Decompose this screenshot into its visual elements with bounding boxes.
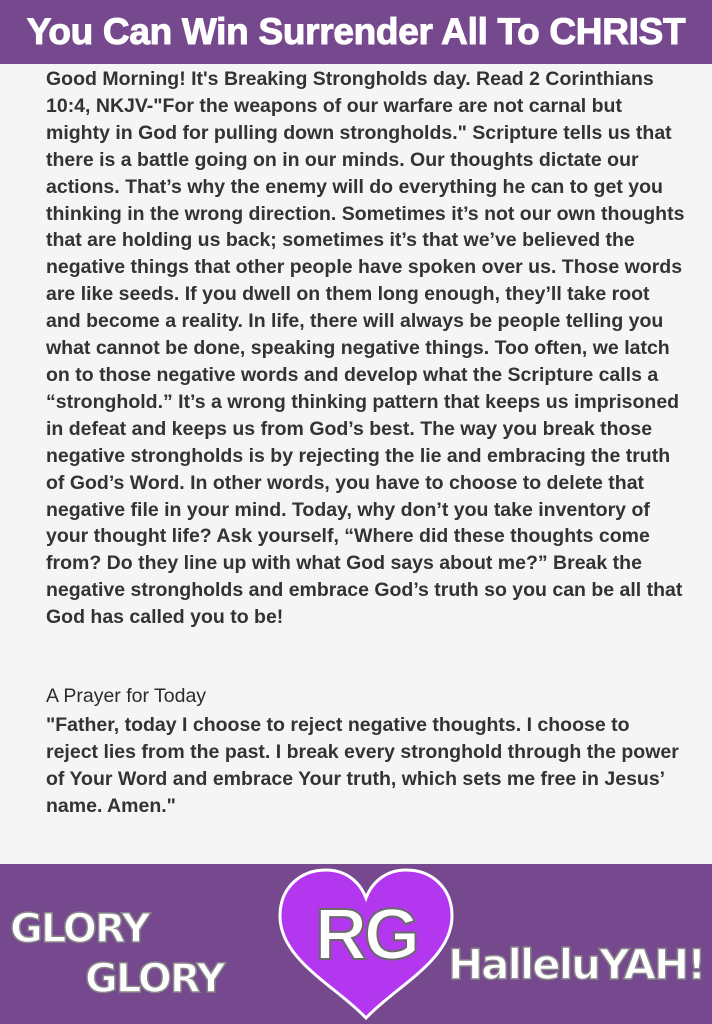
- page-title: You Can Win Surrender All To CHRIST: [26, 11, 686, 52]
- prayer-heading: A Prayer for Today: [46, 685, 207, 708]
- title-banner: [0, 0, 712, 64]
- glory-text-2: GLORY: [85, 956, 224, 1002]
- prayer-text: "Father, today I choose to reject negative thoughts. I choose to reject lies from the past. I break every stronghold through the power of Your Word and embrace Your truth, which sets me free in Jesus’ name. Amen.": [46, 713, 679, 817]
- rg-logo-text: RG: [315, 895, 417, 975]
- devotional-body: Good Morning! It's Breaking Strongholds day. Read 2 Corinthians 10:4, NKJV-"For the weapons of our warfare are not carnal but mighty in God for pulling down strongholds." Scripture tells us that there is a battle going on in our minds. Our thoughts dictate our actions. That’s why the enemy will do everything he can to get you thinking in the wrong direction. Sometimes it’s not our own thoughts that are holding us back; sometimes it’s that we’ve believed the negative things that other people have spoken over us. Those words are like seeds. If you dwell on them long enough, they’ll take root and become a reality. In life, there will always be people telling you what cannot be done, speaking negative things. Too often, we latch on to those negative words and develop what the Scripture calls a “stronghold.” It’s a wrong thinking pattern that keeps us imprisoned in defeat and keeps us from God’s best. The way you break those negative strongholds is by rejecting the lie and embracing the truth of God’s Word. In other words, you have to choose to delete that negative file in your mind. Today, why don’t you take inventory of your thought life? Ask yourself, “Where did these thoughts come from? Do they line up with what God says about me?” Break the negative strongholds and embrace God’s truth so you can be all that God has called you to be!: [46, 68, 685, 629]
- hallelujah-text: HalleluYAH!: [448, 940, 705, 989]
- devotional-content: [46, 66, 686, 820]
- glory-text-1: GLORY: [10, 906, 149, 952]
- footer-banner: [0, 864, 712, 1024]
